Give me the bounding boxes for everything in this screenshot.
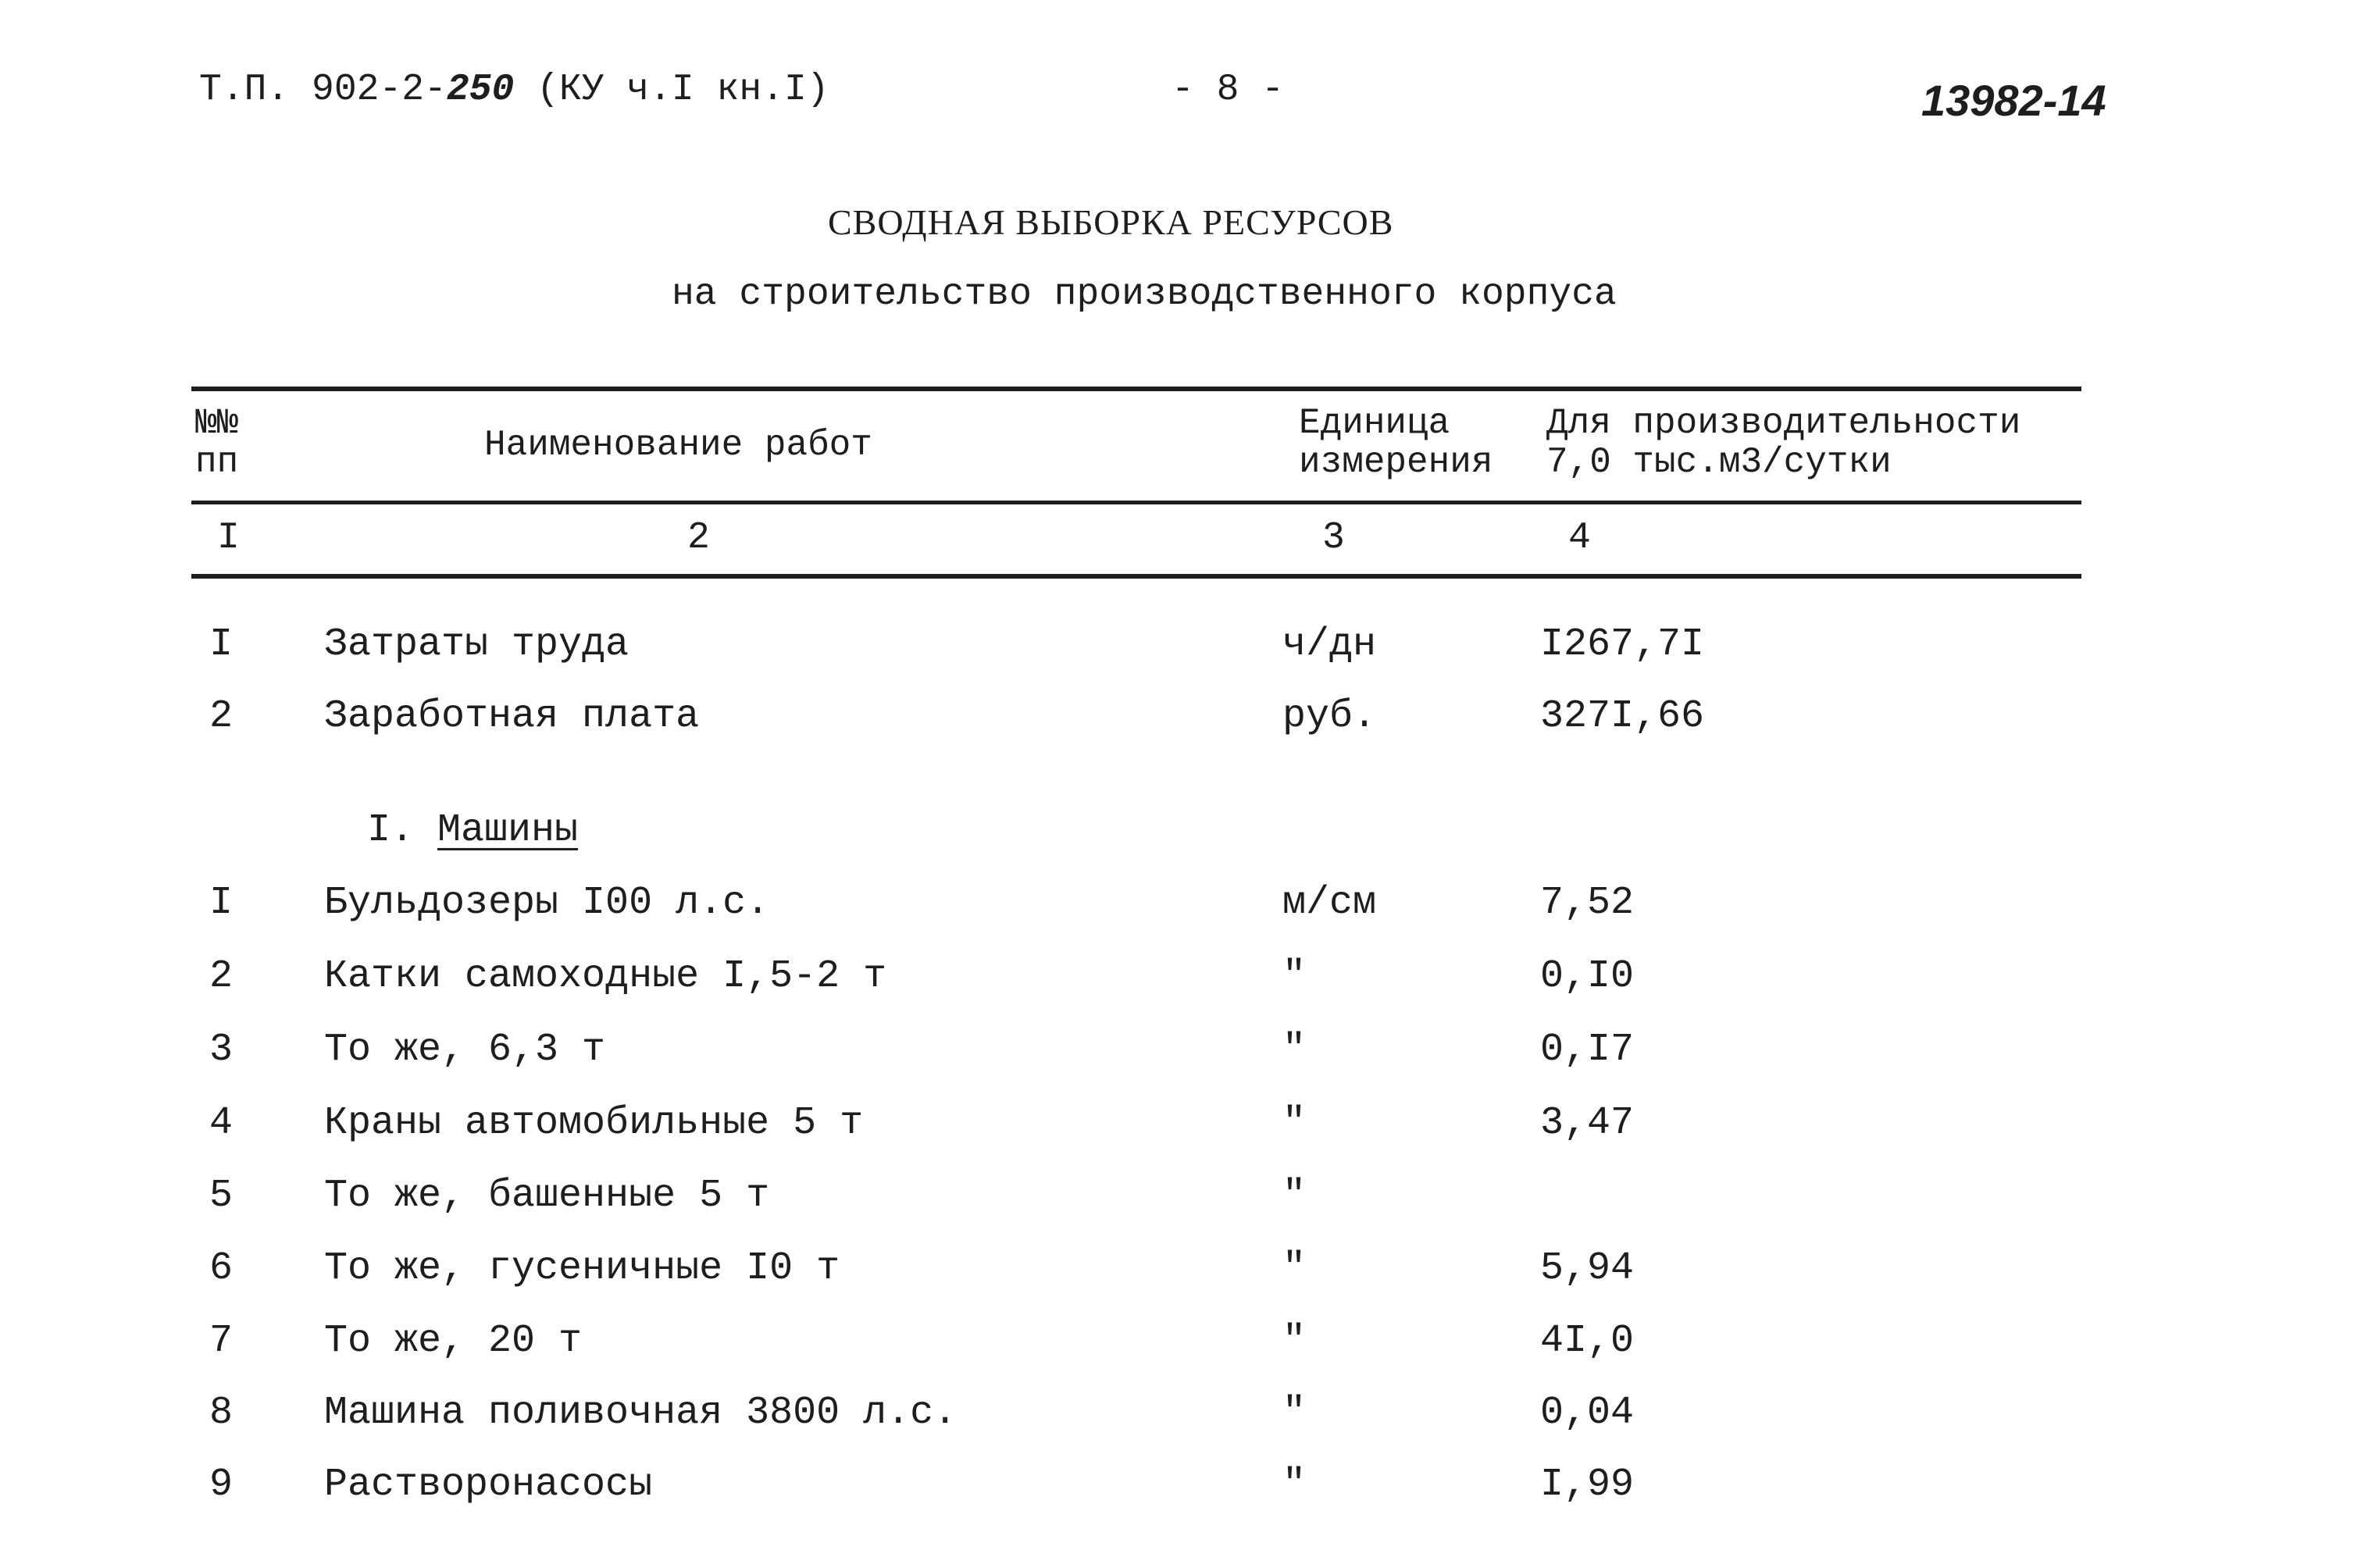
- row-number: I: [209, 881, 234, 925]
- table-row: [0, 1463, 2361, 1525]
- header-number: [195, 404, 238, 482]
- row-unit: ": [1282, 954, 1307, 999]
- document-code: [199, 69, 829, 111]
- row-number: 9: [209, 1463, 234, 1507]
- row-name: Затраты труда: [324, 622, 629, 667]
- row-name: Бульдозеры I00 л.с.: [324, 881, 770, 925]
- table-row: [0, 1319, 2361, 1381]
- header-name: Наименование работ: [484, 425, 872, 465]
- row-value: I,99: [1540, 1463, 1635, 1507]
- column-number-2: 2: [687, 517, 710, 559]
- row-number: 2: [209, 954, 234, 999]
- column-number-4: 4: [1568, 517, 1591, 559]
- row-name: Машина поливочная 3800 л.с.: [324, 1391, 958, 1435]
- column-number-1: I: [217, 517, 240, 559]
- row-unit: ч/дн: [1282, 622, 1377, 667]
- header-value: [1546, 404, 2020, 482]
- page-number: - 8 -: [1172, 69, 1285, 111]
- row-name: Растворонасосы: [324, 1463, 653, 1507]
- row-unit: ": [1282, 1391, 1307, 1435]
- row-name: То же, 20 т: [324, 1319, 583, 1363]
- row-number: 4: [209, 1101, 234, 1146]
- row-number: 8: [209, 1391, 234, 1435]
- column-number-3: 3: [1322, 517, 1345, 559]
- document-code-prefix: Т.П. 902-2-: [199, 69, 447, 111]
- archive-number: 13982-14: [1921, 76, 2106, 125]
- row-number: 5: [209, 1174, 234, 1218]
- page-title: СВОДНАЯ ВЫБОРКА РЕСУРСОВ: [828, 202, 1394, 242]
- table-column-number-rule: [191, 574, 2081, 579]
- header-unit-line2: измерения: [1299, 442, 1493, 483]
- row-value: 7,52: [1540, 881, 1635, 925]
- row-value: 0,I7: [1540, 1028, 1635, 1072]
- row-unit: м/см: [1282, 881, 1377, 925]
- row-value: 327I,66: [1540, 694, 1705, 739]
- row-value: 0,I0: [1540, 954, 1635, 999]
- table-top-rule: [191, 387, 2081, 391]
- row-name: То же, башенные 5 т: [324, 1174, 770, 1218]
- header-unit: [1299, 404, 1493, 482]
- page-subtitle: на строительство производственного корпуса: [672, 273, 1617, 315]
- row-value: 5,94: [1540, 1246, 1635, 1291]
- document-code-suffix: (КУ ч.I кн.I): [514, 69, 829, 111]
- row-number: 7: [209, 1319, 234, 1363]
- header-value-line1: Для производительности: [1546, 403, 2021, 444]
- table-row: [0, 1101, 2361, 1164]
- row-name: Катки самоходные I,5-2 т: [324, 954, 887, 999]
- row-unit: ": [1282, 1101, 1307, 1146]
- table-row: [0, 881, 2361, 943]
- header-unit-line1: Единица: [1299, 403, 1450, 444]
- table-header-rule: [191, 501, 2081, 504]
- section-heading-machines: [367, 808, 578, 853]
- header-number-line2: пп: [195, 442, 239, 483]
- row-number: 6: [209, 1246, 234, 1291]
- table-row: [0, 1246, 2361, 1309]
- document-code-number: 250: [446, 69, 515, 111]
- row-value: 4I,0: [1540, 1319, 1635, 1363]
- row-unit: ": [1282, 1246, 1307, 1291]
- row-name: Заработная плата: [324, 694, 700, 739]
- row-name: Краны автомобильные 5 т: [324, 1101, 864, 1146]
- row-value: 3,47: [1540, 1101, 1635, 1146]
- row-unit: руб.: [1282, 694, 1377, 739]
- table-row: [0, 1028, 2361, 1090]
- row-name: То же, 6,3 т: [324, 1028, 606, 1072]
- header-value-line2: 7,0 тыс.м3/сутки: [1546, 442, 1892, 483]
- row-value: I267,7I: [1540, 622, 1705, 667]
- header-number-line1: №№: [195, 403, 239, 444]
- row-unit: ": [1282, 1174, 1307, 1218]
- table-row: [0, 954, 2361, 1017]
- row-value: 0,04: [1540, 1391, 1635, 1435]
- table-row-wages: [0, 694, 2361, 757]
- table-row: [0, 1391, 2361, 1453]
- row-number: 2: [209, 694, 234, 739]
- row-unit: ": [1282, 1463, 1307, 1507]
- row-name: То же, гусеничные I0 т: [324, 1246, 840, 1291]
- row-number: I: [209, 622, 234, 667]
- row-number: 3: [209, 1028, 234, 1072]
- table-row: [0, 1174, 2361, 1236]
- row-unit: ": [1282, 1319, 1307, 1363]
- table-row-labor: [0, 622, 2361, 685]
- section-number: I.: [367, 808, 415, 853]
- section-title: Машины: [437, 808, 579, 853]
- row-unit: ": [1282, 1028, 1307, 1072]
